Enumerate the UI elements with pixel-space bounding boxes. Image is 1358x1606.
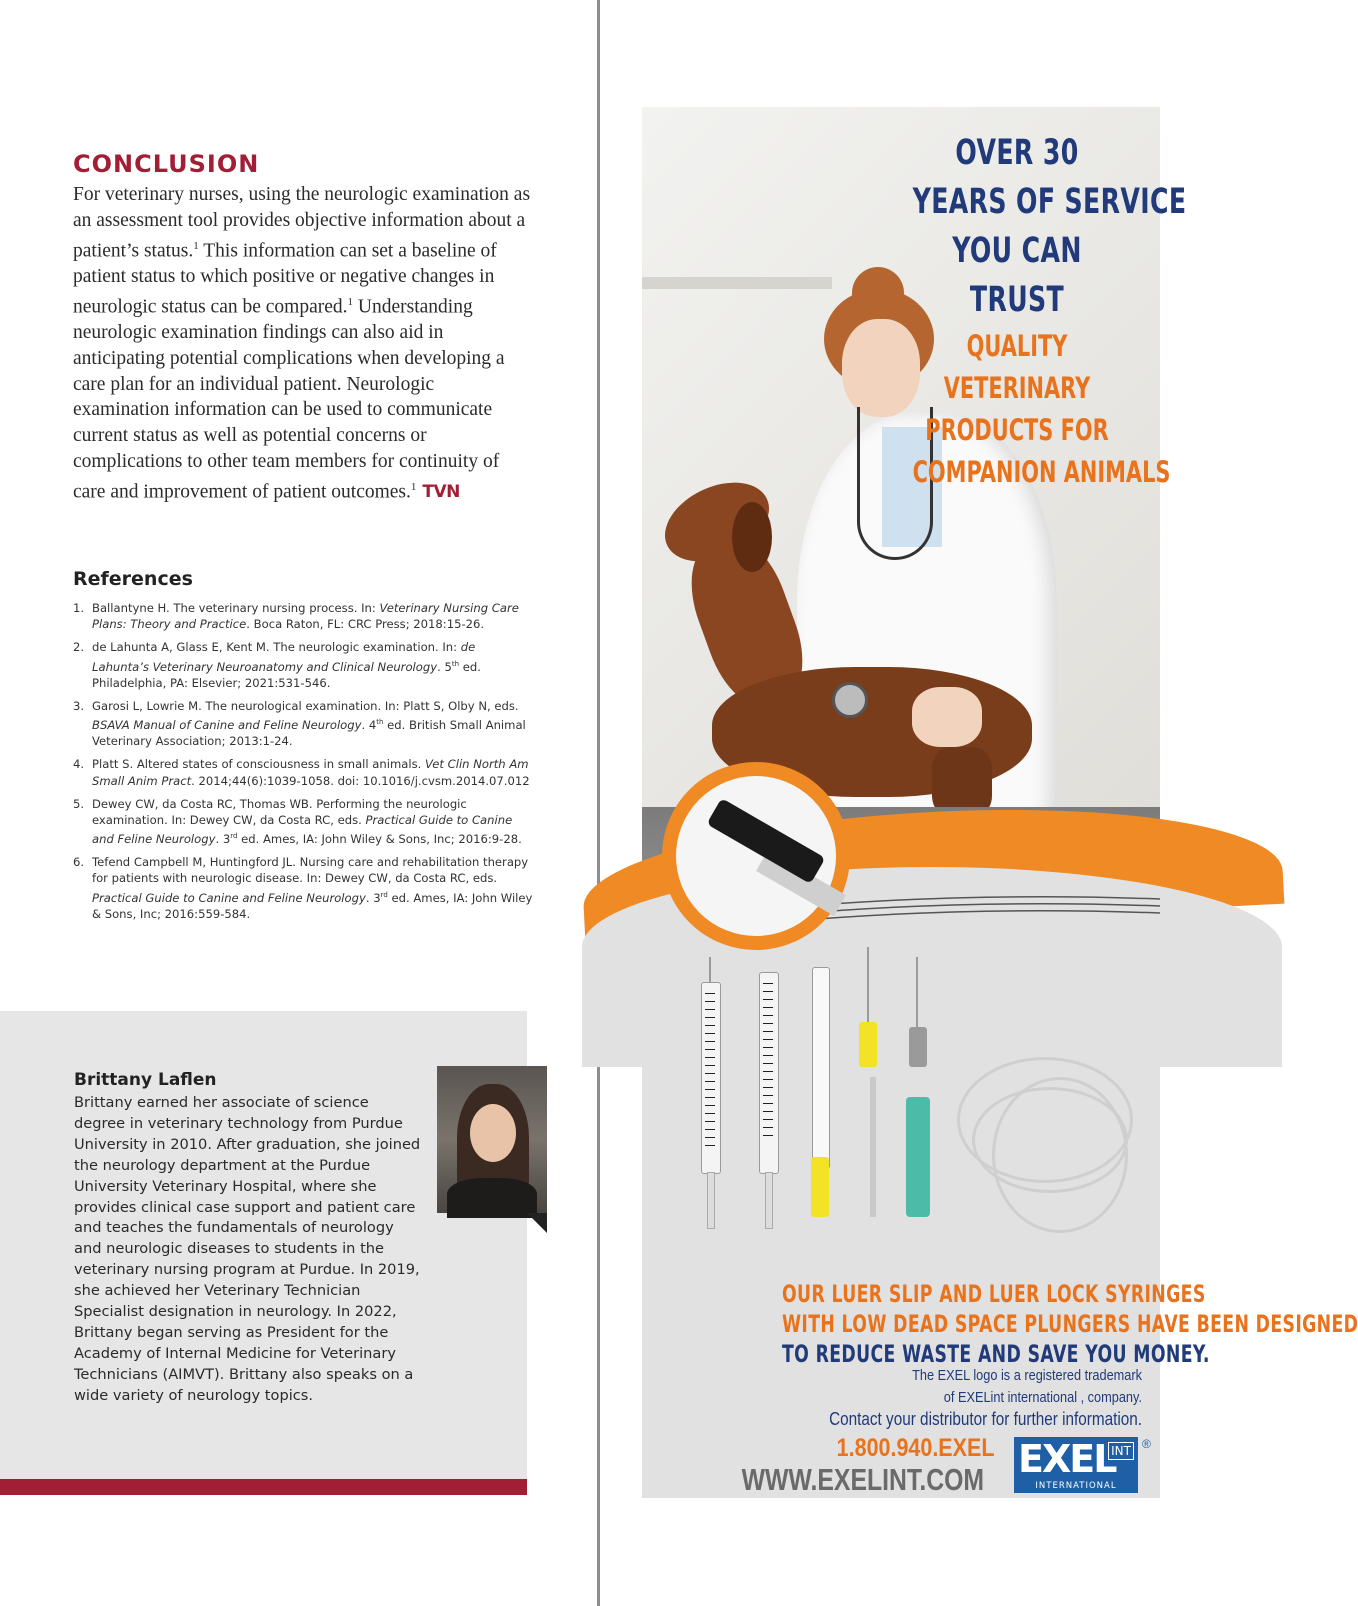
conclusion-text-1: For veterinary nurses, using the neurologic examination as an assessment tool provides objective information about a patient’s status. — [73, 184, 531, 262]
reference-title: Practical Guide to Canine and Feline Neurology — [92, 812, 513, 847]
reference-text: . 3 — [365, 890, 381, 905]
headline-line: YOU CAN — [952, 231, 1082, 271]
edition-suffix: th — [451, 659, 460, 668]
reference-number: 5. — [73, 796, 85, 811]
citation-marker: 1 — [410, 480, 417, 493]
citation-marker: 1 — [347, 295, 354, 308]
syringe — [701, 982, 721, 1174]
author-photo-face — [470, 1104, 516, 1162]
reference-number: 1. — [73, 601, 85, 615]
conclusion-text-2: This information can set a baseline of patient status to which positive or negative changes in neurologic status can be compared. — [73, 240, 497, 318]
trademark-notice: The EXEL logo is a registered trademark — [912, 1367, 1142, 1384]
edition-suffix: th — [376, 718, 384, 727]
headline-line: YEARS OF SERVICE — [912, 182, 1187, 222]
catheter-sheath — [812, 967, 830, 1169]
needle-hub-grey — [909, 1027, 927, 1067]
ad-tagline: TO REDUCE WASTE AND SAVE YOU MONEY. — [782, 1340, 1210, 1368]
ad-tagline: WITH LOW DEAD SPACE PLUNGERS HAVE BEEN DESIGNED — [782, 1310, 1358, 1338]
reference-item — [73, 639, 533, 690]
reference-text: ed. British Small Animal Veterinary Association; 2013:1-24. — [92, 717, 526, 749]
reference-text: . Boca Raton, FL: CRC Press; 2018:15-26. — [246, 617, 485, 632]
exel-logo-int: INT — [1108, 1442, 1134, 1460]
headline-line: PRODUCTS FOR — [925, 413, 1109, 447]
registered-mark: ® — [1142, 1437, 1151, 1451]
reference-title: BSAVA Manual of Canine and Feline Neurology — [92, 717, 362, 732]
author-photo — [437, 1066, 547, 1213]
reference-number: 3. — [73, 698, 85, 713]
syringe-scale — [763, 983, 773, 1143]
infusion-set-tubing — [972, 1087, 1128, 1193]
conclusion-heading: CONCLUSION — [73, 150, 260, 178]
reference-title: Veterinary Nursing Care Plans: Theory and Practice — [92, 601, 519, 632]
reference-text: . 2014;44(6):1039-1058. doi: 10.1016/j.cvsm.2014.07.012 — [191, 773, 530, 788]
syringe-plunger — [765, 1172, 773, 1229]
reference-title: Practical Guide to Canine and Feline Neurology — [92, 890, 366, 905]
reference-text: ed. Philadelphia, PA: Elsevier; 2021:531-546. — [92, 659, 481, 690]
author-bio: Brittany earned her associate of science degree in veterinary technology from Purdue University in 2010. After graduation, she joined the neurology department at the Purdue University Veterinary Hospital, where she provides clinical case support and patient care and teaches the fundamentals of neurology and neurologic diseases to students in the veterinary nursing program at Purdue. In 2019, she achieved her Veterinary Technician Specialist designation in neurology. In 2022, Brittany began serving as President for the Academy of Internal Medicine for Veterinary Technicians (AIMVT). Brittany also speaks on a wide variety of neurology topics. — [74, 1094, 421, 1404]
reference-text: ed. Ames, IA: John Wiley & Sons, Inc; 2016:9-28. — [237, 832, 522, 847]
reference-item — [73, 756, 533, 788]
headline-line: QUALITY — [966, 329, 1068, 363]
reference-number: 6. — [73, 855, 85, 870]
ad-tagline: OUR LUER SLIP AND LUER LOCK SYRINGES — [782, 1280, 1206, 1308]
edition-suffix: rd — [230, 832, 238, 841]
photo-corner-fold — [527, 1213, 547, 1233]
reference-text: Ballantyne H. The veterinary nursing process. In: — [92, 601, 380, 615]
ad-headline — [912, 129, 1187, 493]
reference-text: Platt S. Altered states of consciousness in small animals. — [92, 757, 426, 772]
exel-logo-subtitle: INTERNATIONAL — [1035, 1481, 1117, 1491]
reference-text: . 3 — [215, 832, 231, 847]
tvn-end-logo: TVN — [422, 482, 460, 503]
reference-item — [73, 698, 533, 749]
edition-suffix: rd — [380, 890, 388, 899]
reference-number: 2. — [73, 640, 85, 655]
ad-photo-shelf — [642, 277, 832, 289]
hypodermic-needle — [916, 957, 918, 1027]
author-photo-shirt — [447, 1178, 537, 1218]
headline-line: VETERINARY — [943, 371, 1091, 405]
conclusion-text-3: Understanding neurologic examination findings can also aid in anticipating potential complications when developing a care plan for an individual patient. Neurologic examination information can be used to communicate current status as well as potential concerns or complications to other team members for continuity of care and improvement of patient outcomes. — [73, 296, 505, 503]
reference-text: de Lahunta A, Glass E, Kent M. The neurologic examination. In: — [92, 640, 461, 655]
iv-catheter — [870, 1077, 876, 1217]
vet-hand — [912, 687, 982, 747]
syringe-tip-closeup — [662, 762, 850, 950]
references-list — [73, 600, 533, 929]
reference-number: 4. — [73, 757, 85, 772]
author-name: Brittany Laflen — [74, 1070, 217, 1090]
stethoscope-chestpiece — [832, 682, 868, 718]
vet-face — [842, 319, 920, 417]
reference-item — [73, 600, 533, 632]
headline-line: OVER 30 — [955, 133, 1079, 173]
references-heading: References — [73, 568, 193, 590]
syringe-scale — [705, 993, 715, 1153]
ad-website: WWW.EXELINT.COM — [741, 1462, 984, 1497]
author-box-accent-bar — [0, 1479, 527, 1495]
syringe — [759, 972, 779, 1174]
exel-logo-wordmark: EXEL — [1018, 1437, 1116, 1481]
exel-advertisement — [642, 107, 1358, 1498]
headline-line: TRUST — [969, 280, 1065, 320]
citation-marker: 1 — [193, 239, 199, 252]
reference-item — [73, 854, 533, 922]
needle-cap-teal — [906, 1097, 930, 1217]
reference-text: . 5 — [437, 659, 452, 674]
reference-text: Tefend Campbell M, Huntingford JL. Nursing care and rehabilitation therapy for patients with neurologic disease. In: Dewey CW, da Costa RC, eds. — [92, 855, 529, 886]
reference-text: Garosi L, Lowrie M. The neurological examination. In: Platt S, Olby N, eds. — [92, 698, 519, 713]
contact-notice: Contact your distributor for further information. — [829, 1409, 1142, 1429]
trademark-notice: of EXELint international , company. — [943, 1389, 1142, 1406]
reference-title: Vet Clin North Am Small Anim Pract — [92, 757, 529, 788]
reference-text: . 4 — [361, 717, 377, 732]
conclusion-body — [73, 182, 533, 506]
reference-text: Dewey CW, da Costa RC, Thomas WB. Performing the neurologic examination. In: Dewey CW, da Costa RC, eds. — [92, 796, 467, 827]
syringe-plunger — [707, 1172, 715, 1229]
hypodermic-needle — [867, 947, 869, 1027]
reference-title: de Lahunta’s Veterinary Neuroanatomy and Clinical Neurology — [92, 640, 476, 674]
page-divider — [597, 0, 600, 1606]
dog-ear — [732, 502, 772, 572]
catheter-hub — [811, 1157, 829, 1217]
reference-text: ed. Ames, IA: John Wiley & Sons, Inc; 2016:559-584. — [92, 890, 533, 921]
exel-logo — [1014, 1437, 1138, 1493]
ad-phone-number: 1.800.940.EXEL — [836, 1434, 994, 1462]
headline-line: COMPANION ANIMALS — [912, 455, 1171, 489]
needle-hub-yellow — [859, 1022, 877, 1067]
reference-item — [73, 796, 533, 847]
